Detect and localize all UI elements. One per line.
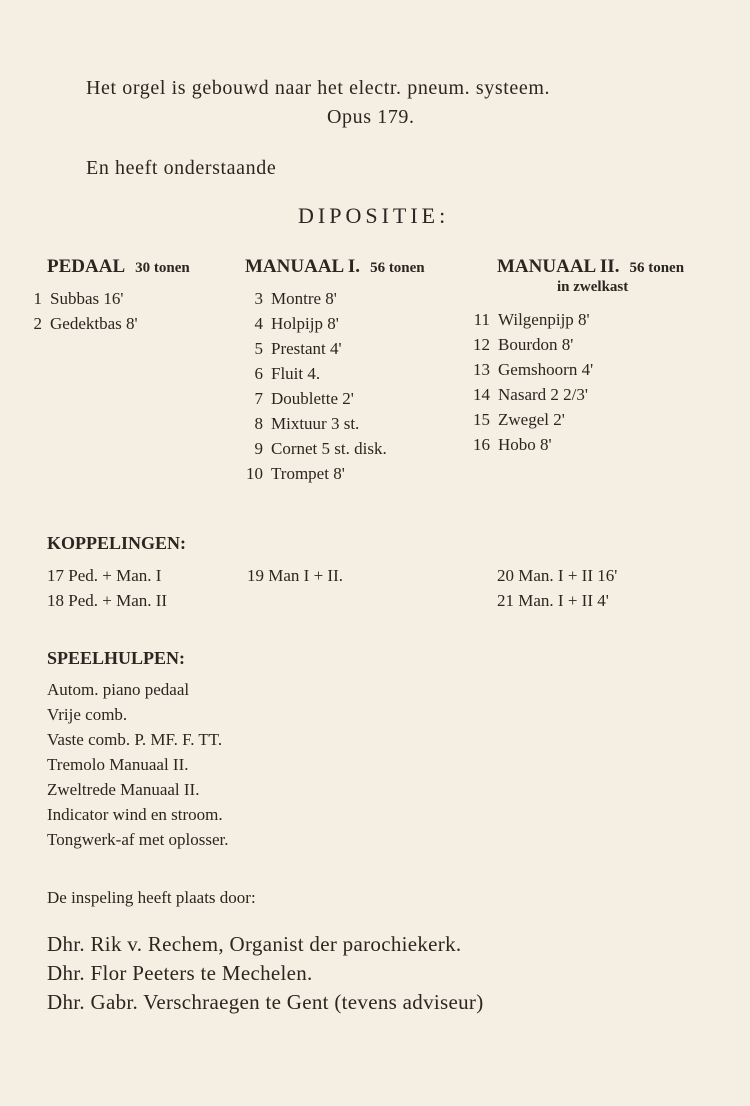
list-item: 20 Man. I + II 16': [497, 566, 618, 585]
list-item: 7 Doublette 2': [254, 389, 354, 408]
inspeling-name: Dhr. Rik v. Rechem, Organist der parochiekerk.: [47, 932, 462, 956]
manuaal-1-tonen: 56 tonen: [370, 260, 425, 276]
manuaal-1-heading: [245, 256, 425, 278]
list-item: 16 Hobo 8': [473, 435, 552, 454]
manuaal-2-tonen: 56 tonen: [629, 260, 685, 276]
list-item: 14 Nasard 2 2/3': [473, 385, 588, 404]
intro-line-3: En heeft onderstaande: [86, 157, 277, 179]
manuaal-2-title: MANUAAL II.: [497, 256, 620, 277]
manuaal-2-subheading: in zwelkast: [557, 279, 629, 295]
list-item: 1 Subbas 16': [33, 289, 124, 308]
list-item: Indicator wind en stroom.: [47, 805, 223, 824]
pedaal-title: PEDAAL: [47, 256, 126, 277]
list-item: 18 Ped. + Man. II: [47, 591, 168, 610]
list-item: 5 Prestant 4': [254, 339, 342, 358]
manuaal-2-heading: [497, 256, 684, 278]
list-item: 12 Bourdon 8': [473, 335, 574, 354]
manuaal-1-title: MANUAAL I.: [245, 256, 361, 277]
list-item: Vrije comb.: [47, 705, 128, 724]
list-item: Tongwerk-af met oplosser.: [47, 830, 229, 849]
list-item: 15 Zwegel 2': [473, 410, 565, 429]
list-item: Vaste comb. P. MF. F. TT.: [47, 730, 223, 749]
list-item: 11 Wilgenpijp 8': [473, 310, 590, 329]
list-item: 9 Cornet 5 st. disk.: [254, 439, 387, 458]
list-item: 4 Holpijp 8': [254, 314, 339, 333]
list-item: 21 Man. I + II 4': [497, 591, 609, 610]
inspeling-name: Dhr. Gabr. Verschraegen te Gent (tevens adviseur): [47, 990, 484, 1014]
opus-number: Opus 179.: [327, 106, 415, 128]
list-item: 6 Fluit 4.: [254, 364, 321, 383]
inspeling-name: Dhr. Flor Peeters te Mechelen.: [47, 961, 313, 985]
list-item: 3 Montre 8': [254, 289, 337, 308]
list-item: Autom. piano pedaal: [47, 680, 190, 699]
list-item: Zweltrede Manuaal II.: [47, 780, 200, 799]
list-item: 8 Mixtuur 3 st.: [254, 414, 360, 433]
koppelingen-heading: KOPPELINGEN:: [47, 533, 187, 553]
list-item: 19 Man I + II.: [247, 566, 343, 585]
list-item: 10 Trompet 8': [246, 464, 345, 483]
pedaal-heading: [47, 256, 190, 278]
inspeling-intro: De inspeling heeft plaats door:: [47, 888, 256, 907]
list-item: Tremolo Manuaal II.: [47, 755, 189, 774]
list-item: 13 Gemshoorn 4': [473, 360, 594, 379]
list-item: 17 Ped. + Man. I: [47, 566, 162, 585]
speelhulpen-heading: SPEELHULPEN:: [47, 648, 186, 668]
pedaal-tonen: 30 tonen: [135, 260, 190, 276]
page-title: DIPOSITIE:: [298, 203, 450, 228]
intro-line-1: Het orgel is gebouwd naar het electr. pneum. systeem.: [86, 77, 551, 99]
list-item: 2 Gedektbas 8': [33, 314, 138, 333]
